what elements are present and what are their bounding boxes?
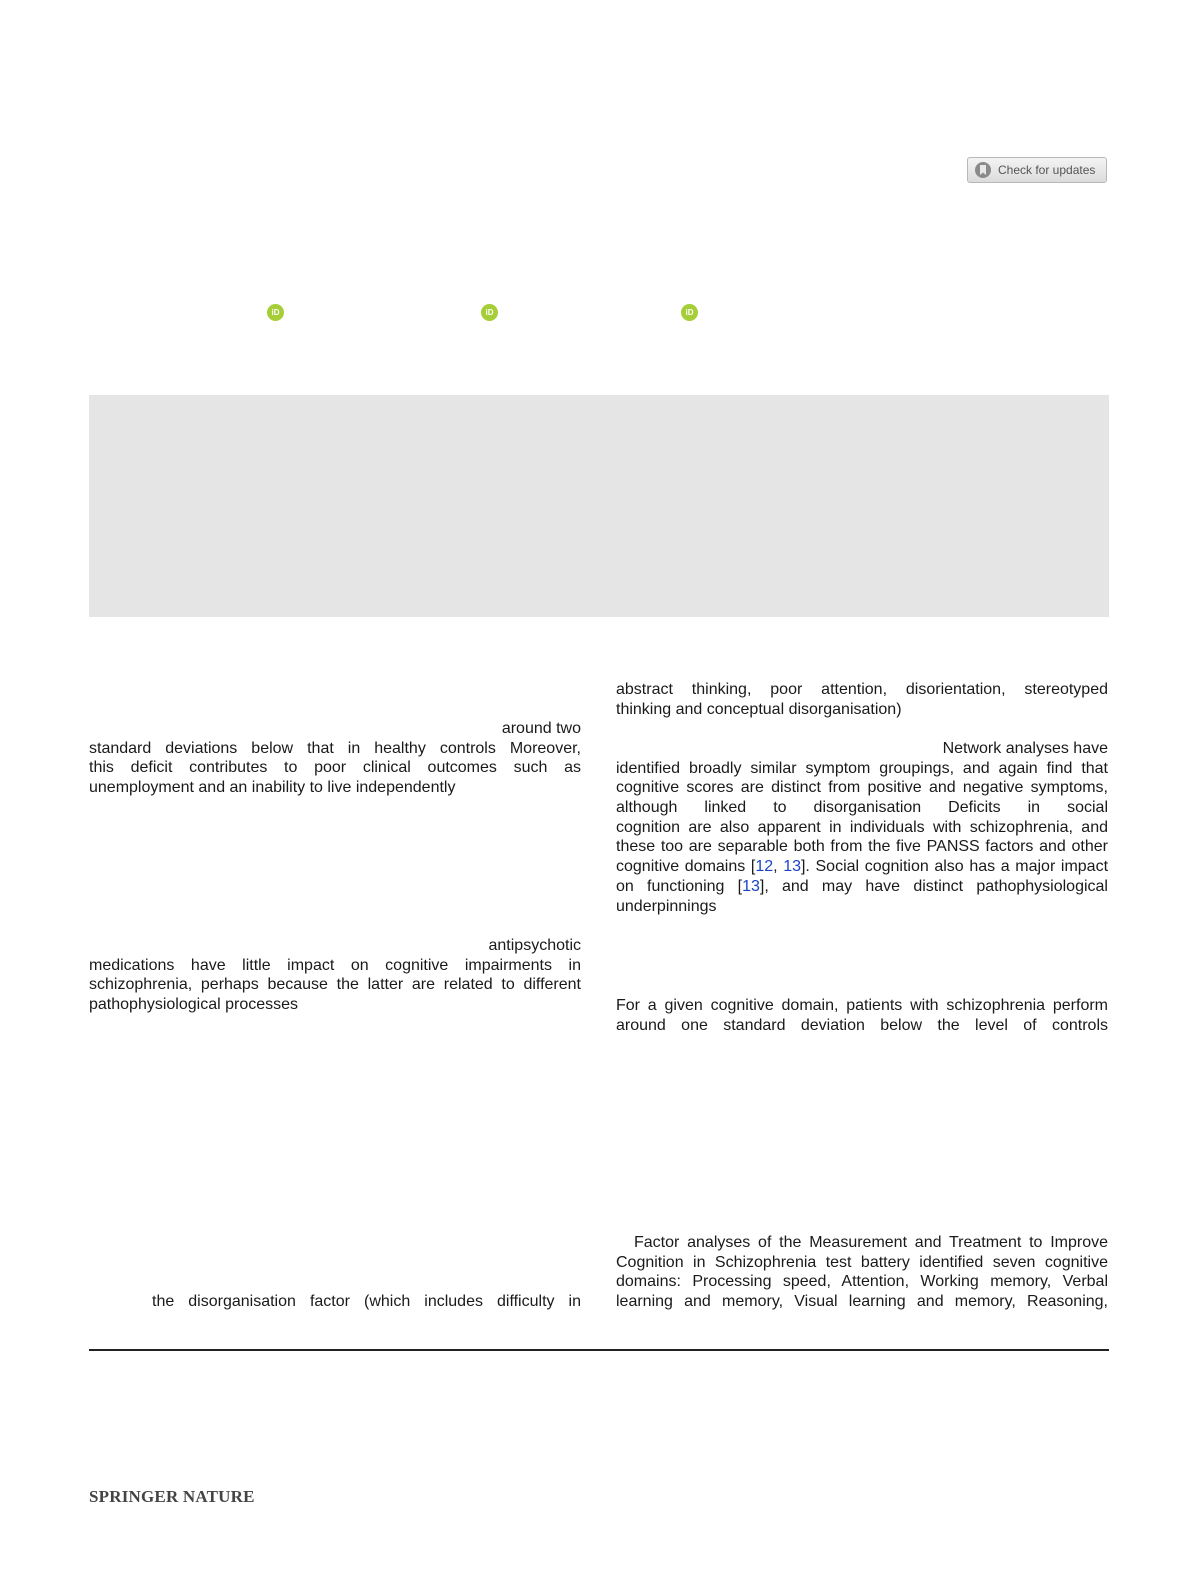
text-line: schizophrenia, perhaps because the latter are related to different	[89, 976, 581, 994]
text-line: abstract thinking, poor attention, disorientation, stereotyped	[616, 681, 1108, 698]
text-line: unemployment and an inability to live independently	[89, 779, 456, 797]
citation-link-12[interactable]: 12	[755, 858, 774, 876]
text-line: thinking and conceptual disorganisation)	[616, 700, 902, 718]
text-line: pathophysiological processes	[89, 996, 299, 1014]
text-line: these too are separable both from the five PANSS factors and other	[616, 838, 1108, 856]
bookmark-icon	[974, 161, 992, 179]
text-line: identified broadly similar symptom groupings, and again find that	[616, 759, 1108, 777]
text-line: For a given cognitive domain, patients with schizophrenia perform	[616, 997, 1108, 1014]
left-column-para3	[152, 1292, 581, 1312]
check-for-updates-label: Check for updates	[998, 163, 1096, 177]
orcid-icon[interactable]: iD	[481, 304, 498, 321]
text-line: although linked to disorganisation Deficits in social	[616, 799, 1108, 817]
footer-divider	[89, 1349, 1109, 1351]
right-column-para2	[616, 996, 1108, 1035]
text-line: medications have little impact on cognitive impairments in	[89, 956, 581, 974]
text-line: this deficit contributes to poor clinical outcomes such as	[89, 759, 581, 777]
right-column-para3	[616, 1233, 1108, 1312]
text-line: learning and memory, Visual learning and memory, Reasoning,	[616, 1293, 1108, 1311]
text-line: cognition are also apparent in individuals with schizophrenia, and	[616, 818, 1108, 836]
text-line: the disorganisation factor (which includes difficulty in	[152, 1293, 581, 1310]
text-line: domains: Processing speed, Attention, Working memory, Verbal	[616, 1273, 1108, 1291]
text-line: on functioning [13], and may have distinct pathophysiological	[616, 877, 1108, 895]
text-line: standard deviations below that in healthy controls Moreover,	[89, 739, 581, 757]
text-line: antipsychotic	[488, 937, 581, 954]
text-line: around two	[501, 720, 581, 737]
check-for-updates-button[interactable]	[967, 157, 1107, 183]
text-line: cognitive scores are distinct from positive and negative symptoms,	[616, 779, 1108, 797]
citation-link-13[interactable]: 13	[742, 877, 760, 895]
orcid-icon[interactable]: iD	[681, 304, 698, 321]
text-line: Cognition in Schizophrenia test battery identified seven cognitive	[616, 1253, 1108, 1271]
text-line: underpinnings	[616, 897, 717, 915]
left-column	[89, 719, 581, 798]
citation-link-13[interactable]: 13	[783, 858, 801, 876]
text-line: Factor analyses of the Measurement and Treatment to Improve	[634, 1234, 1108, 1251]
right-column-para1b	[616, 739, 1108, 916]
right-column	[616, 680, 1108, 719]
left-column-para2	[89, 936, 581, 1015]
text-line: around one standard deviation below the level of controls	[616, 1016, 1108, 1034]
text-line: Network analyses have	[942, 740, 1108, 757]
abstract-box	[89, 395, 1109, 617]
springer-nature-logo: SPRINGER NATURE	[89, 1487, 255, 1506]
orcid-icon[interactable]: iD	[267, 304, 284, 321]
text-line: cognitive domains [12, 13]. Social cognition also has a major impact	[616, 858, 1108, 876]
